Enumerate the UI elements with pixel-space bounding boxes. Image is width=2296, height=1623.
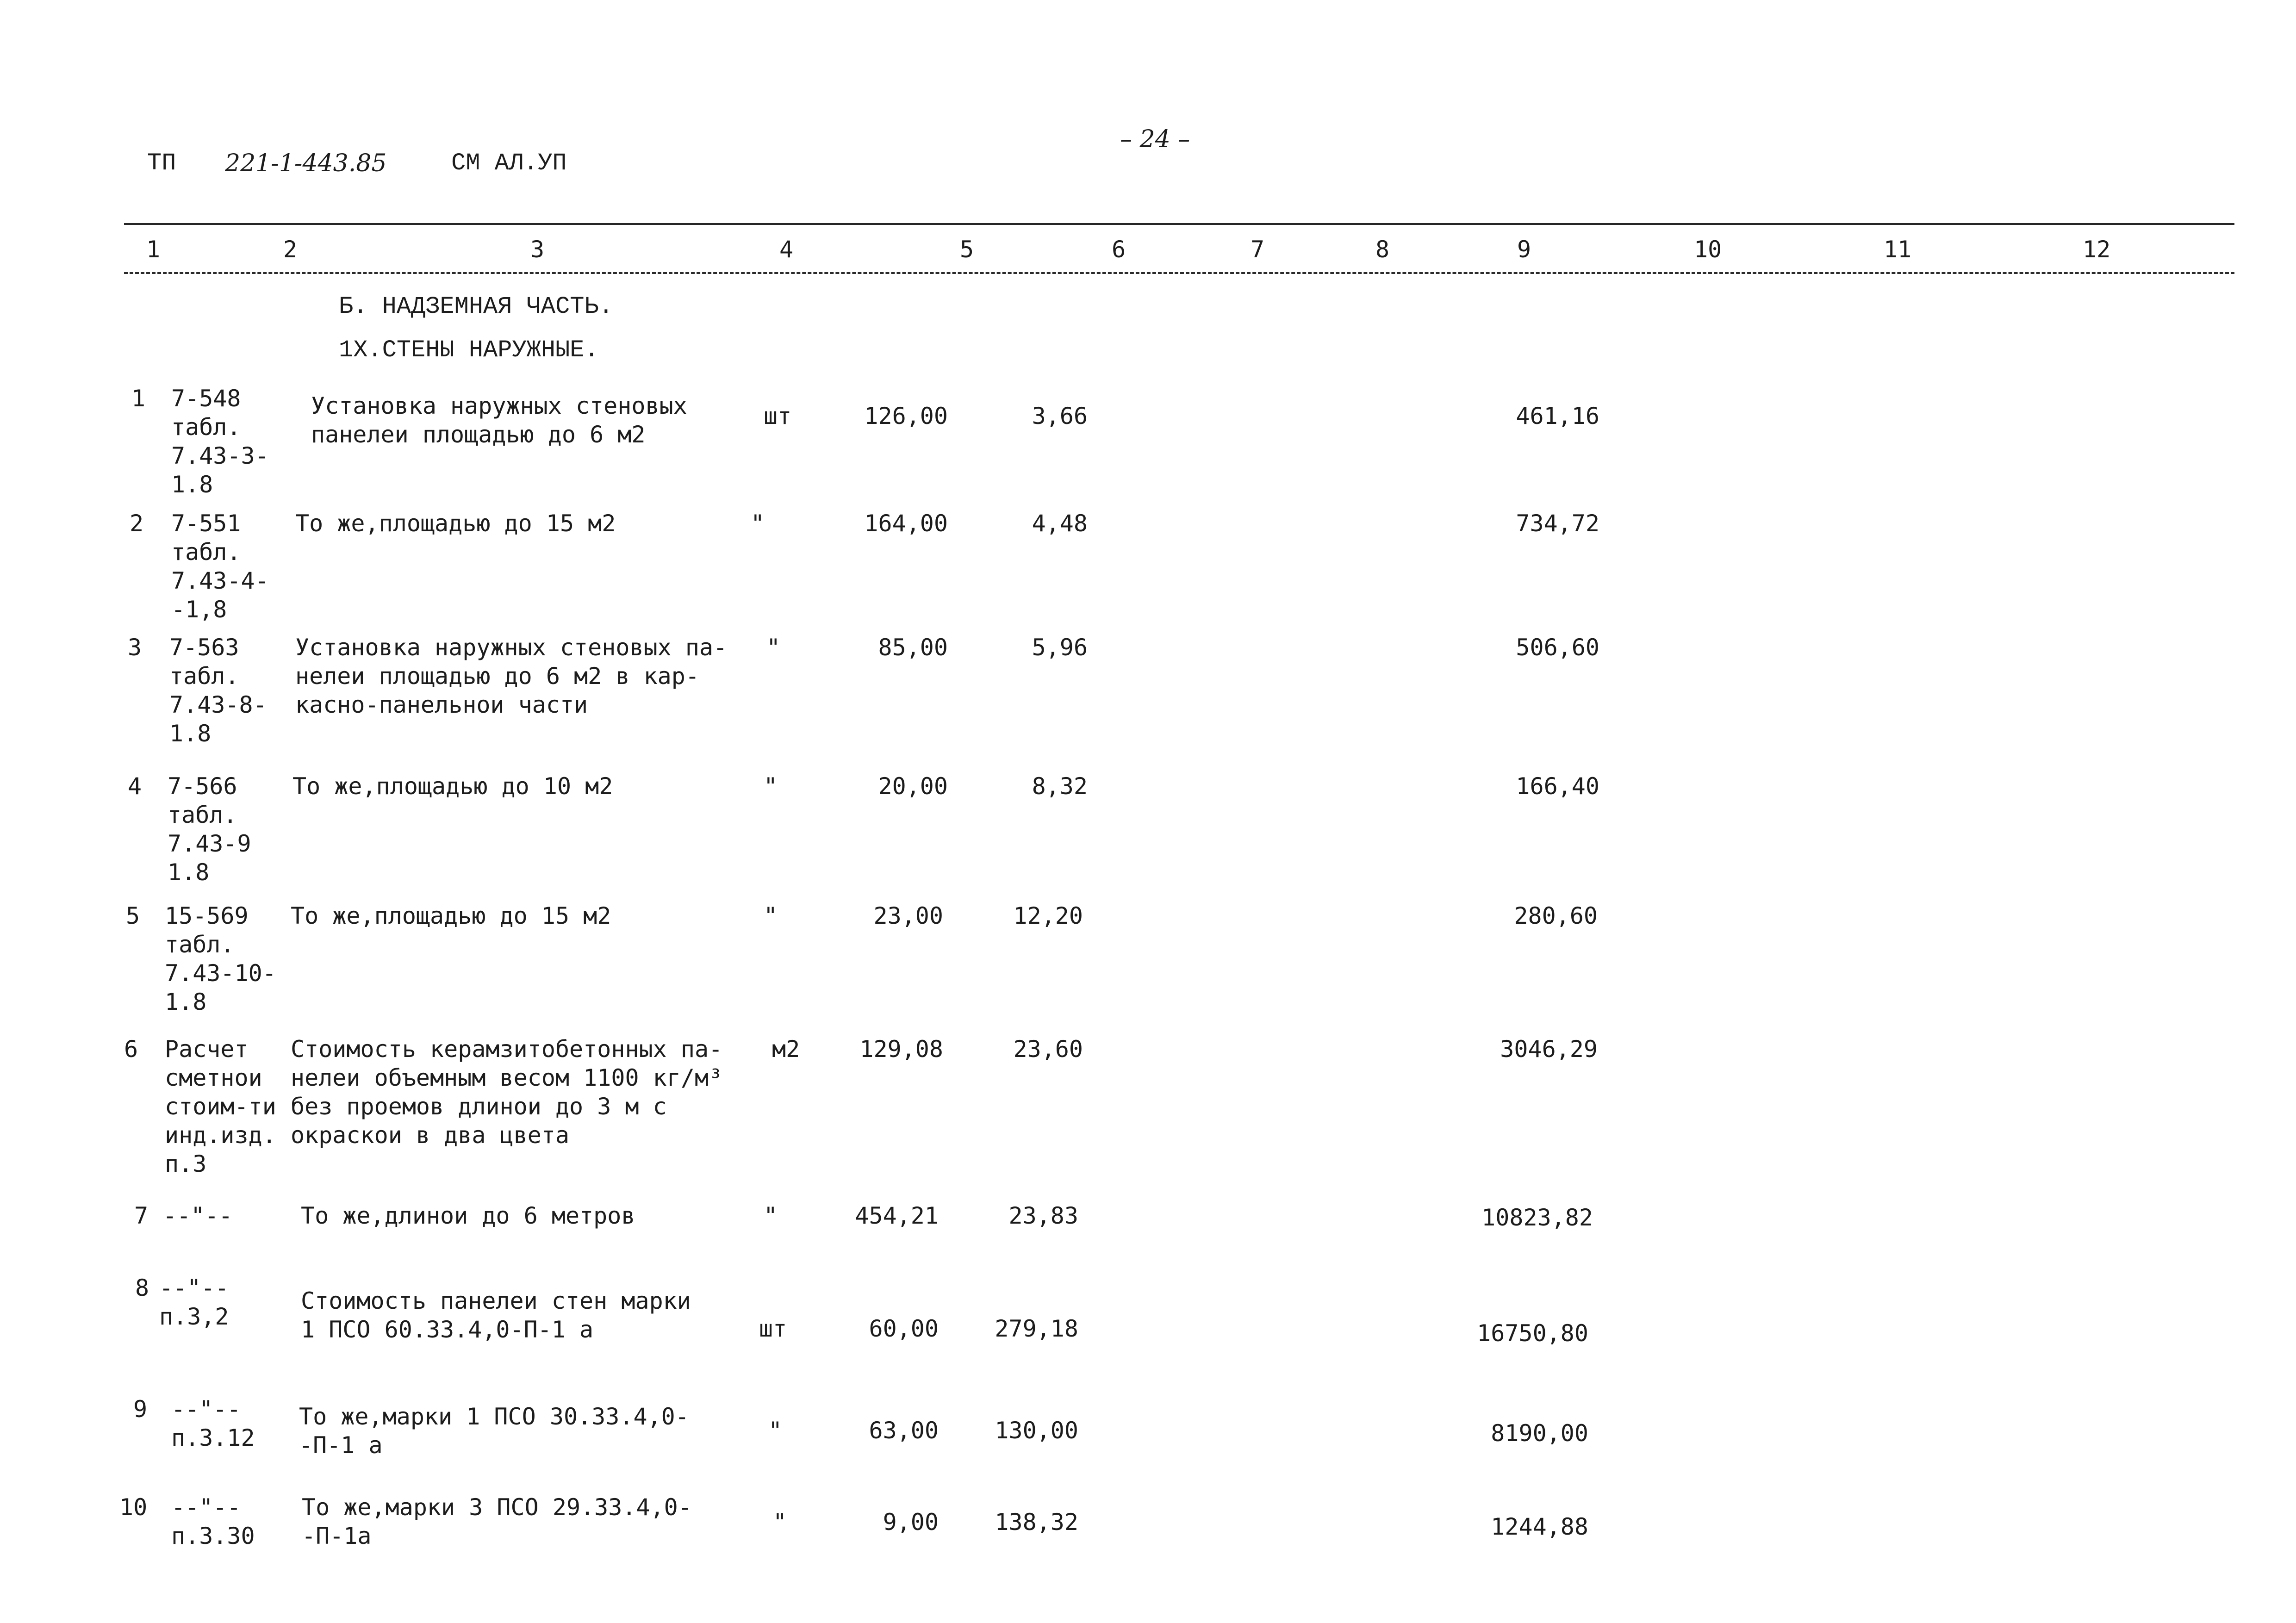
row-unit: шт [764, 403, 792, 429]
section-title: Б. НАДЗЕМНАЯ ЧАСТЬ. [339, 293, 613, 320]
header-top-rule [124, 223, 2234, 225]
row-number: 9 [133, 1396, 148, 1423]
row-total: 506,60 [1516, 634, 1599, 661]
row-code: --"-- п.3.12 [171, 1396, 255, 1451]
row-unit-price: 8,32 [1032, 773, 1088, 800]
row-number: 1 [131, 385, 146, 412]
row-quantity: 23,00 [873, 902, 943, 929]
row-quantity: 129,08 [859, 1036, 943, 1063]
row-number: 8 [135, 1275, 149, 1301]
row-description: Установка наружных стеновых па- нелеи площадью до 6 м2 в кар- касно-панельнои части [295, 634, 728, 718]
row-number: 6 [124, 1036, 138, 1063]
row-description: То же,длинои до 6 метров [301, 1202, 635, 1229]
row-description: Стоимость панелеи стен марки 1 ПСО 60.33.4,0-П-1 а [301, 1287, 691, 1343]
row-code: 15-569 табл. 7.43-10- 1.8 [165, 902, 276, 1015]
row-unit-price: 130,00 [995, 1417, 1078, 1444]
row-unit-price: 279,18 [995, 1315, 1078, 1342]
row-quantity: 85,00 [878, 634, 948, 661]
doc-suffix: СМ АЛ.УП [451, 149, 567, 177]
row-unit: м2 [772, 1036, 800, 1063]
row-unit: " [764, 1202, 778, 1229]
column-header-11: 11 [1884, 236, 1912, 263]
row-code: --"-- п.3.30 [171, 1494, 255, 1549]
row-code: --"-- [163, 1202, 233, 1229]
row-number: 4 [128, 773, 142, 800]
row-code: --"-- п.3,2 [159, 1275, 229, 1330]
column-header-8: 8 [1375, 236, 1390, 263]
row-unit: шт [759, 1315, 787, 1342]
row-description: То же,марки 1 ПСО 30.33.4,0- -П-1 а [299, 1403, 689, 1459]
row-quantity: 20,00 [878, 773, 948, 800]
row-description: То же,площадью до 10 м2 [292, 773, 613, 800]
row-unit: " [751, 510, 765, 537]
row-number: 10 [119, 1494, 148, 1521]
column-header-12: 12 [2083, 236, 2111, 263]
column-header-10: 10 [1694, 236, 1722, 263]
row-total: 3046,29 [1500, 1036, 1598, 1063]
column-header-4: 4 [779, 236, 794, 263]
column-header-7: 7 [1251, 236, 1265, 263]
row-quantity: 60,00 [869, 1315, 939, 1342]
row-unit-price: 4,48 [1032, 510, 1088, 537]
row-code: Расчет сметнои стоим-ти инд.изд. п.3 [165, 1036, 276, 1177]
row-unit-price: 23,83 [1008, 1202, 1078, 1229]
column-header-5: 5 [960, 236, 974, 263]
row-unit: " [764, 902, 778, 929]
row-quantity: 164,00 [864, 510, 948, 537]
doc-code: 221-1-443.85 [225, 149, 387, 177]
row-total: 8190,00 [1491, 1420, 1588, 1447]
row-code: 7-548 табл. 7.43-3- 1.8 [171, 385, 269, 498]
row-unit-price: 12,20 [1013, 902, 1083, 929]
row-total: 10823,82 [1481, 1204, 1593, 1231]
row-code: 7-551 табл. 7.43-4- -1,8 [171, 510, 269, 623]
row-code: 7-566 табл. 7.43-9 1.8 [168, 773, 251, 886]
row-quantity: 9,00 [883, 1509, 939, 1536]
row-total: 280,60 [1514, 902, 1598, 929]
row-quantity: 63,00 [869, 1417, 939, 1444]
row-description: То же,площадью до 15 м2 [295, 510, 616, 537]
row-unit-price: 138,32 [995, 1509, 1078, 1536]
row-total: 166,40 [1516, 773, 1599, 800]
doc-prefix: ТП [147, 149, 176, 177]
row-unit: " [773, 1509, 787, 1536]
row-description: То же,марки 3 ПСО 29.33.4,0- -П-1а [302, 1494, 692, 1549]
row-unit-price: 5,96 [1032, 634, 1088, 661]
row-total: 734,72 [1516, 510, 1599, 537]
row-description: Стоимость керамзитобетонных па- нелеи объемным весом 1100 кг/м³ без проемов длинои до 3 м с окраскои в два цвета [291, 1036, 723, 1149]
row-quantity: 126,00 [864, 403, 948, 429]
row-number: 3 [128, 634, 142, 661]
row-unit: " [766, 634, 781, 661]
column-header-9: 9 [1517, 236, 1531, 263]
row-total: 1244,88 [1491, 1513, 1588, 1540]
row-number: 2 [130, 510, 144, 537]
column-header-3: 3 [530, 236, 545, 263]
row-unit-price: 23,60 [1013, 1036, 1083, 1063]
row-number: 7 [134, 1202, 149, 1229]
row-number: 5 [126, 902, 140, 929]
header-bottom-rule [124, 272, 2234, 274]
row-description: То же,площадью до 15 м2 [291, 902, 611, 929]
row-description: Установка наружных стеновых панелеи площадью до 6 м2 [311, 392, 687, 448]
row-total: 16750,80 [1477, 1320, 1588, 1347]
column-header-1: 1 [146, 236, 161, 263]
row-unit: " [768, 1417, 783, 1444]
row-code: 7-563 табл. 7.43-8- 1.8 [169, 634, 267, 747]
row-quantity: 454,21 [855, 1202, 939, 1229]
page-number: – 24 – [1120, 125, 1190, 153]
row-unit-price: 3,66 [1032, 403, 1088, 429]
column-header-2: 2 [283, 236, 298, 263]
row-total: 461,16 [1516, 403, 1599, 429]
column-header-6: 6 [1112, 236, 1126, 263]
section-subtitle: 1Х.СТЕНЫ НАРУЖНЫЕ. [339, 336, 599, 364]
row-unit: " [764, 773, 778, 800]
